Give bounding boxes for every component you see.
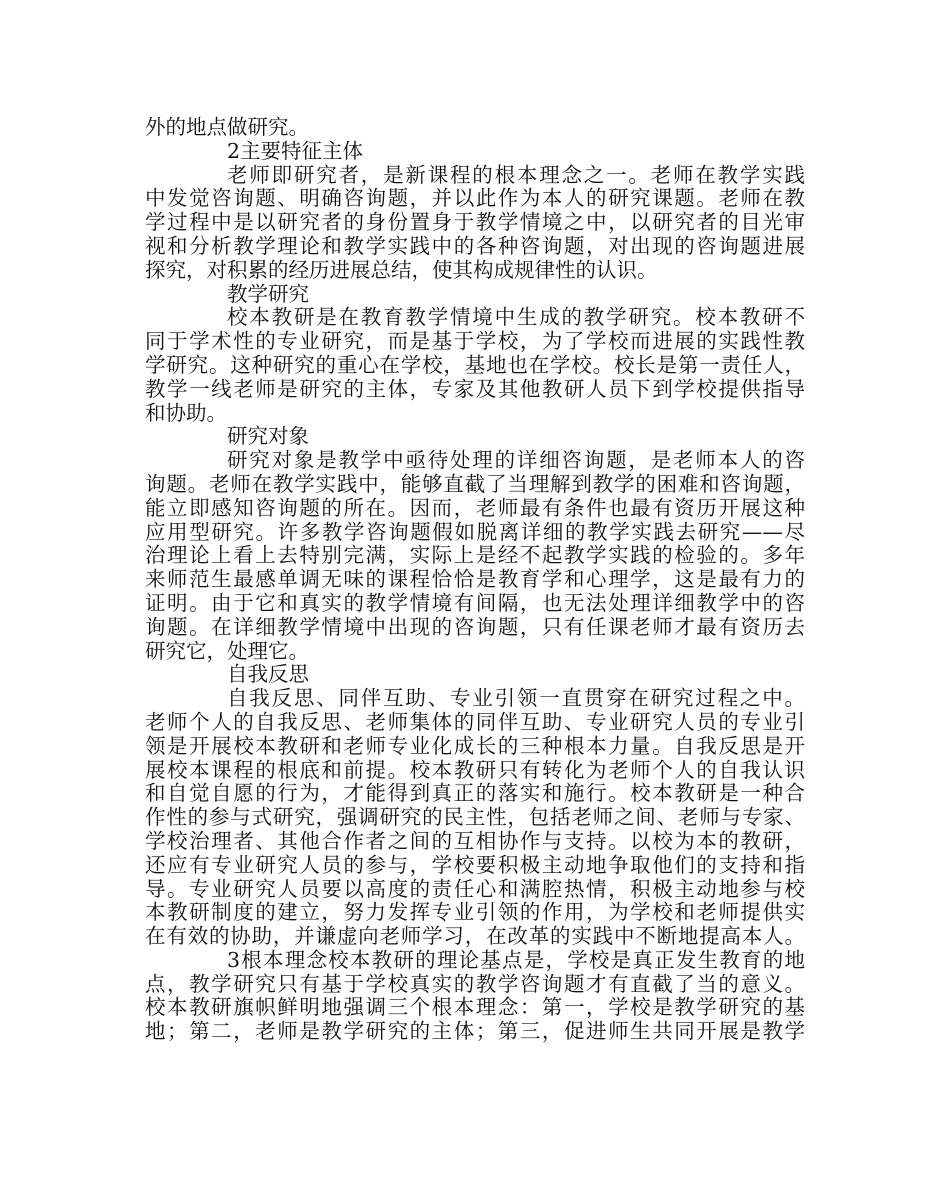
text-line: 校本教研旗帜鲜明地强调三个根本理念：第一，学校是教学研究的基 [145,996,805,1020]
text-line: 学研究。这种研究的重心在学校，基地也在学校。校长是第一责任人， [145,353,805,377]
text-line: 自我反思 [227,663,309,687]
text-line: 校本教研是在教育教学情境中生成的教学研究。校本教研不 [227,306,805,330]
text-line: 在有效的协助，并谦虚向老师学习，在改革的实践中不断地提高本人。 [145,925,805,949]
text-line: 导。专业研究人员要以高度的责任心和满腔热情，积极主动地参与校 [145,877,805,901]
text-line: 研究它，处理它。 [145,639,309,663]
text-line: 学过程中是以研究者的身份置身于教学情境之中，以研究者的目光审 [145,211,805,235]
text-line: 中发觉咨询题、明确咨询题，并以此作为本人的研究课题。老师在教 [145,187,805,211]
text-line: 应用型研究。许多教学咨询题假如脱离详细的教学实践去研究——尽 [145,520,805,544]
text-line: 点，教学研究只有基于学校真实的教学咨询题才有直截了当的意义。 [145,972,805,996]
text-line: 视和分析教学理论和教学实践中的各种咨询题，对出现的咨询题进展 [145,234,805,258]
text-line: 展校本课程的根底和前提。校本教研只有转化为老师个人的自我认识 [145,758,805,782]
text-line: 询题。老师在教学实践中，能够直截了当理解到教学的困难和咨询题， [145,472,805,496]
text-line: 老师个人的自我反思、老师集体的同伴互助、专业研究人员的专业引 [145,710,805,734]
text-line: 还应有专业研究人员的参与，学校要积极主动地争取他们的支持和指 [145,853,805,877]
text-line: 同于学术性的专业研究，而是基于学校，为了学校而进展的实践性教 [145,330,805,354]
text-line: 研究对象是教学中亟待处理的详细咨询题，是老师本人的咨 [227,449,805,473]
text-line: 和自觉自愿的行为，才能得到真正的落实和施行。校本教研是一种合 [145,782,805,806]
text-line: 治理论上看上去特别完满，实际上是经不起教学实践的检验的。多年 [145,544,805,568]
text-line: 地；第二，老师是教学研究的主体；第三，促进师生共同开展是教学 [145,1020,805,1044]
text-line: 作性的参与式研究，强调研究的民主性，包括老师之间、老师与专家、 [145,806,805,830]
text-line: 证明。由于它和真实的教学情境有间隔，也无法处理详细教学中的咨 [145,591,805,615]
text-line: 教学研究 [227,282,309,306]
text-line: 学校治理者、其他合作者之间的互相协作与支持。以校为本的教研， [145,829,805,853]
text-line: 2主要特征主体 [227,139,364,163]
text-line: 3根本理念校本教研的理论基点是，学校是真正发生教育的地 [227,948,805,972]
text-line: 能立即感知咨询题的所在。因而，老师最有条件也最有资历开展这种 [145,496,805,520]
text-line: 领是开展校本教研和老师专业化成长的三种根本力量。自我反思是开 [145,734,805,758]
text-line: 来师范生最感单调无味的课程恰恰是教育学和心理学，这是最有力的 [145,568,805,592]
text-line: 教学一线老师是研究的主体，专家及其他教研人员下到学校提供指导 [145,377,805,401]
text-line: 外的地点做研究。 [145,116,309,139]
text-line: 和协助。 [145,401,227,425]
text-line: 研究对象 [227,425,309,449]
text-line: 老师即研究者，是新课程的根本理念之一。老师在教学实践 [227,163,805,187]
text-line: 探究，对积累的经历进展总结，使其构成规律性的认识。 [145,258,658,282]
text-line: 询题。在详细教学情境中出现的咨询题，只有任课老师才最有资历去 [145,615,805,639]
text-line: 本教研制度的建立，努力发挥专业引领的作用，为学校和老师提供实 [145,901,805,925]
document-page [145,116,805,1044]
text-line: 自我反思、同伴互助、专业引领一直贯穿在研究过程之中。 [227,687,805,711]
